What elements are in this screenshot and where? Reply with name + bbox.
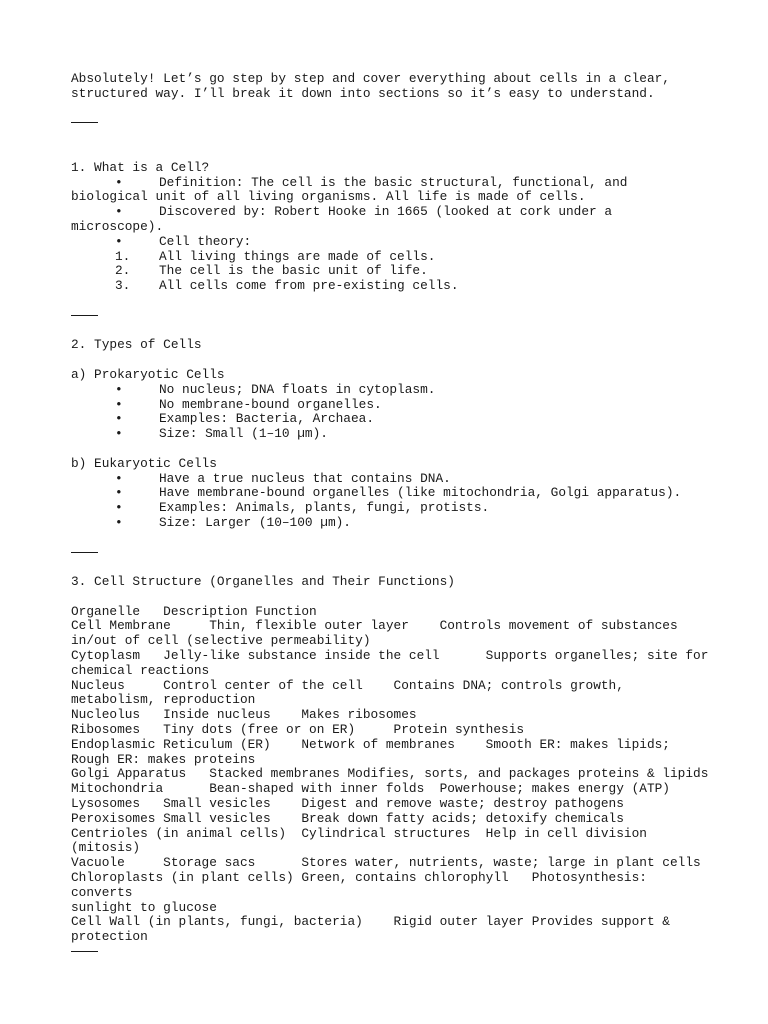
section-divider bbox=[71, 309, 711, 324]
table-row: Nucleus Control center of the cell Contains DNA; controls growth, bbox=[71, 677, 624, 693]
table-row: protection bbox=[71, 929, 148, 945]
document-page bbox=[71, 72, 711, 960]
list-item-text: Examples: Animals, plants, fungi, protists. bbox=[159, 500, 490, 516]
section-1-heading: 1. What is a Cell? bbox=[71, 159, 210, 175]
list-item bbox=[71, 412, 711, 427]
prokaryotic-heading: a) Prokaryotic Cells bbox=[71, 366, 225, 382]
organelle-table bbox=[71, 605, 711, 945]
section-3-heading: 3. Cell Structure (Organelles and Their Functions) bbox=[71, 574, 455, 590]
list-item-text: Examples: Bacteria, Archaea. bbox=[159, 411, 375, 427]
bullet-marker: • bbox=[115, 396, 123, 412]
definition-text-continued: biological unit of all living organisms. All life is made of cells. bbox=[71, 189, 586, 205]
definition-bullet bbox=[71, 176, 711, 191]
table-row: (mitosis) bbox=[71, 840, 141, 856]
table-row: Lysosomes Small vesicles Digest and remove waste; destroy pathogens bbox=[71, 796, 624, 812]
table-row: in/out of cell (selective permeability) bbox=[71, 633, 371, 649]
list-number: 2. bbox=[115, 263, 131, 279]
theory-item-text: The cell is the basic unit of life. bbox=[159, 263, 428, 279]
section-divider bbox=[71, 546, 711, 561]
bullet-marker: • bbox=[115, 233, 123, 249]
cell-theory-text: Cell theory: bbox=[159, 233, 252, 249]
table-row: Organelle Description Function bbox=[71, 603, 317, 619]
bullet-marker: • bbox=[115, 470, 123, 486]
section-divider bbox=[71, 945, 711, 960]
list-item bbox=[71, 501, 711, 516]
bullet-marker: • bbox=[115, 500, 123, 516]
table-row: Cell Membrane Thin, flexible outer layer Controls movement of substances bbox=[71, 618, 678, 634]
list-item bbox=[71, 516, 711, 531]
list-number: 3. bbox=[115, 278, 131, 294]
definition-text: Definition: The cell is the basic structural, functional, and bbox=[159, 174, 628, 190]
table-row: Peroxisomes Small vesicles Break down fatty acids; detoxify chemicals bbox=[71, 810, 624, 826]
bullet-marker: • bbox=[115, 485, 123, 501]
discovered-text: Discovered by: Robert Hooke in 1665 (looked at cork under a bbox=[159, 204, 613, 220]
table-row: Centrioles (in animal cells) Cylindrical structures Help in cell division bbox=[71, 825, 647, 841]
cell-theory-bullet bbox=[71, 235, 711, 250]
bullet-marker: • bbox=[115, 411, 123, 427]
list-item bbox=[71, 427, 711, 442]
section-2-heading: 2. Types of Cells bbox=[71, 337, 202, 353]
table-row: Cell Wall (in plants, fungi, bacteria) Rigid outer layer Provides support & bbox=[71, 914, 670, 930]
theory-item-text: All cells come from pre-existing cells. bbox=[159, 278, 459, 294]
table-row: chemical reactions bbox=[71, 662, 210, 678]
list-item bbox=[71, 486, 711, 501]
table-row: Chloroplasts (in plant cells) Green, contains chlorophyll Photosynthesis: converts bbox=[71, 870, 655, 900]
table-row: Mitochondria Bean-shaped with inner folds Powerhouse; makes energy (ATP) bbox=[71, 781, 670, 797]
bullet-marker: • bbox=[115, 174, 123, 190]
table-row: sunlight to glucose bbox=[71, 899, 217, 915]
list-item-text: No membrane-bound organelles. bbox=[159, 396, 382, 412]
list-number: 1. bbox=[115, 248, 131, 264]
discovered-bullet bbox=[71, 205, 711, 220]
theory-item bbox=[71, 264, 711, 279]
intro-line-2: structured way. I’ll break it down into sections so it’s easy to understand. bbox=[71, 85, 655, 101]
list-item-text: Size: Larger (10–100 µm). bbox=[159, 514, 351, 530]
table-row: Endoplasmic Reticulum (ER) Network of membranes Smooth ER: makes lipids; bbox=[71, 736, 670, 752]
theory-item bbox=[71, 250, 711, 265]
table-row: Golgi Apparatus Stacked membranes Modifies, sorts, and packages proteins & lipids bbox=[71, 766, 709, 782]
table-row: metabolism, reproduction bbox=[71, 692, 256, 708]
bullet-marker: • bbox=[115, 381, 123, 397]
list-item bbox=[71, 383, 711, 398]
eukaryotic-heading: b) Eukaryotic Cells bbox=[71, 455, 217, 471]
table-row: Rough ER: makes proteins bbox=[71, 751, 256, 767]
list-item-text: Size: Small (1–10 µm). bbox=[159, 426, 328, 442]
list-item bbox=[71, 472, 711, 487]
section-divider bbox=[71, 116, 711, 131]
table-row: Vacuole Storage sacs Stores water, nutrients, waste; large in plant cells bbox=[71, 855, 701, 871]
discovered-text-continued: microscope). bbox=[71, 218, 164, 234]
list-item-text: No nucleus; DNA floats in cytoplasm. bbox=[159, 381, 436, 397]
bullet-marker: • bbox=[115, 204, 123, 220]
intro-line-1: Absolutely! Let’s go step by step and cover everything about cells in a clear, bbox=[71, 71, 670, 86]
list-item bbox=[71, 398, 711, 413]
table-row: Nucleolus Inside nucleus Makes ribosomes bbox=[71, 707, 417, 723]
theory-item bbox=[71, 279, 711, 294]
list-item-text: Have a true nucleus that contains DNA. bbox=[159, 470, 451, 486]
bullet-marker: • bbox=[115, 514, 123, 530]
list-item-text: Have membrane-bound organelles (like mitochondria, Golgi apparatus). bbox=[159, 485, 682, 501]
bullet-marker: • bbox=[115, 426, 123, 442]
theory-item-text: All living things are made of cells. bbox=[159, 248, 436, 264]
table-row: Ribosomes Tiny dots (free or on ER) Protein synthesis bbox=[71, 722, 525, 738]
table-row: Cytoplasm Jelly-like substance inside the cell Supports organelles; site for bbox=[71, 648, 709, 664]
